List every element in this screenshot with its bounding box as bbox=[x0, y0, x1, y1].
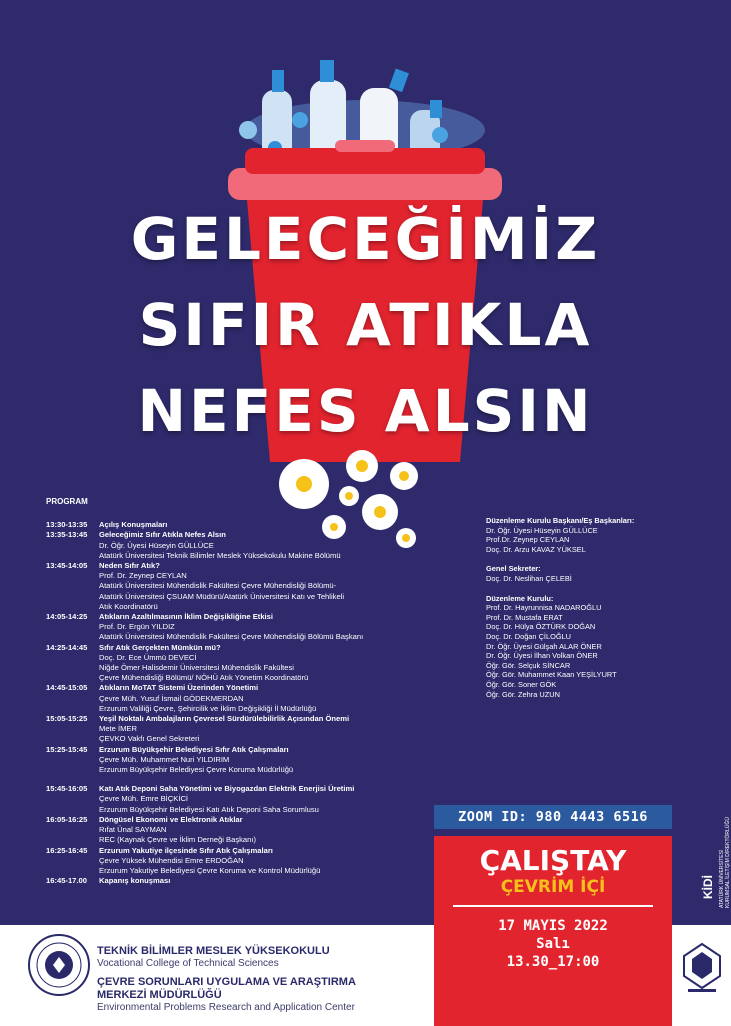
side-label-line: ATATÜRK ÜNİVERSİTESİ bbox=[719, 849, 725, 908]
program-lines bbox=[99, 745, 446, 776]
program-row bbox=[46, 612, 446, 643]
program-detail: Erzurum Büyükşehir Belediyesi Çevre Koruma Müdürlüğü bbox=[99, 765, 294, 775]
program-schedule bbox=[46, 497, 446, 886]
program-row bbox=[46, 745, 446, 776]
committee-member: Öğr. Gör. Soner GÖK bbox=[486, 679, 557, 689]
committee-group bbox=[486, 594, 686, 700]
program-detail: Çevre Müh. Emre BİÇKİCİ bbox=[99, 794, 189, 804]
committee-heading: Genel Sekreter: bbox=[486, 564, 541, 574]
event-box bbox=[434, 836, 672, 1026]
program-time: 15:25-15:45 bbox=[46, 744, 88, 754]
program-lines bbox=[99, 643, 446, 684]
event-day: Salı bbox=[536, 936, 570, 952]
committee-member: Dr. Öğr. Üyesi Gülşah ALAR ÖNER bbox=[486, 641, 602, 651]
program-detail: Atatürk Üniversitesi Mühendislik Fakültesi Çevre Mühendisliği Bölümü- bbox=[99, 581, 337, 591]
center-name-2: MERKEZİ MÜDÜRLÜĞÜ bbox=[97, 989, 222, 1001]
program-topic: Erzurum Büyükşehir Belediyesi Sıfır Atık Çalışmaları bbox=[99, 744, 289, 754]
committee-heading: Düzenleme Kurulu: bbox=[486, 593, 554, 603]
program-topic: Geleceğimiz Sıfır Atıkla Nefes Alsın bbox=[99, 530, 226, 540]
program-heading: PROGRAM bbox=[46, 497, 88, 506]
program-detail: Erzurum Büyükşehir Belediyesi Katı Atık Deponi Saha Sorumlusu bbox=[99, 804, 319, 814]
committee-member: Doç. Dr. Arzu KAVAZ YÜKSEL bbox=[486, 544, 586, 554]
program-topic: Katı Atık Deponi Saha Yönetimi ve Biyogazdan Elektrik Enerjisi Üretimi bbox=[99, 784, 355, 794]
program-topic: Kapanış konuşması bbox=[99, 876, 171, 886]
program-topic: Atıkların MoTAT Sistemi Üzerinden Yönetimi bbox=[99, 683, 259, 693]
event-date: 17 MAYIS 2022 bbox=[498, 918, 608, 934]
program-time: 14:05-14:25 bbox=[46, 612, 88, 622]
title-line: NEFES ALSIN bbox=[137, 377, 594, 445]
program-detail: Atık Koordinatörü bbox=[99, 601, 158, 611]
program-detail: Çevre Müh. Muhammet Nuri YILDIRIM bbox=[99, 754, 230, 764]
school-name-en: Vocational College of Technical Sciences bbox=[97, 958, 279, 969]
program-detail: Erzurum Valiliği Çevre, Şehircilik ve İklim Değişikliği İl Müdürlüğü bbox=[99, 703, 317, 713]
school-name: TEKNİK BİLİMLER MESLEK YÜKSEKOKULU bbox=[97, 945, 330, 957]
program-topic: Atıkların Azaltılmasının İklim Değişikliğine Etkisi bbox=[99, 612, 274, 622]
program-lines bbox=[99, 561, 446, 612]
anniversary-logo-icon bbox=[680, 942, 724, 994]
program-time: 14:25-14:45 bbox=[46, 642, 88, 652]
committee-heading: Düzenleme Kurulu Başkanı/Eş Başkanları: bbox=[486, 516, 635, 525]
program-topic: Neden Sıfır Atık? bbox=[99, 561, 160, 571]
event-subtitle: ÇEVRİM İÇİ bbox=[500, 877, 606, 897]
program-detail: REC (Kaynak Çevre ve İklim Derneği Başkanı) bbox=[99, 835, 256, 845]
program-row bbox=[46, 714, 446, 745]
program-time: 16:25-16:45 bbox=[46, 845, 88, 855]
program-time: 15:05-15:25 bbox=[46, 714, 88, 724]
program-detail: Prof. Dr. Zeynep CEYLAN bbox=[99, 571, 187, 581]
program-detail: Çevre Yüksek Mühendisi Emre ERDOĞAN bbox=[99, 855, 244, 865]
committee-member: Dr. Öğr. Üyesi Hüseyin GÜLLÜCE bbox=[486, 525, 598, 535]
committee-member: Doç. Dr. Doğan ÇİLOĞLU bbox=[486, 631, 572, 641]
program-detail: Erzurum Yakutiye Belediyesi Çevre Koruma ve Kontrol Müdürlüğü bbox=[99, 865, 321, 875]
program-time: 16:05-16:25 bbox=[46, 814, 88, 824]
program-topic: Açılış Konuşmaları bbox=[99, 520, 168, 530]
program-time: 13:45-14:05 bbox=[46, 561, 88, 571]
program-topic: Erzurum Yakutiye ilçesinde Sıfır Atık Çalışmaları bbox=[99, 845, 273, 855]
program-row bbox=[46, 643, 446, 684]
program-rows bbox=[46, 520, 446, 886]
program-lines bbox=[99, 612, 446, 643]
university-seal-icon bbox=[27, 933, 91, 997]
program-detail: Rıfat Ünal SAYMAN bbox=[99, 825, 167, 835]
side-label-line: KURUMSAL İLETİŞİM DİREKTÖRLÜĞÜ bbox=[725, 817, 731, 908]
divider bbox=[453, 905, 653, 907]
program-topic: Yeşil Noktalı Ambalajların Çevresel Sürdürülebilirlik Açısından Önemi bbox=[99, 714, 350, 724]
program-detail: Çevre Mühendisliği Bölümü/ NÖHÜ Atık Yönetim Koordinatörü bbox=[99, 673, 309, 683]
program-lines bbox=[99, 846, 446, 877]
program-detail: Atatürk Üniversitesi Mühendislik Fakültesi Çevre Mühendisliği Bölümü Başkanı bbox=[99, 632, 364, 642]
event-time: 13.30_17:00 bbox=[506, 954, 600, 970]
program-row bbox=[46, 530, 446, 561]
program-lines bbox=[99, 815, 446, 846]
program-detail: Prof. Dr. Ergün YILDIZ bbox=[99, 622, 175, 632]
title-line: GELECEĞİMİZ bbox=[130, 205, 601, 273]
program-topic: Sıfır Atık Gerçekten Mümkün mü? bbox=[99, 642, 221, 652]
program-row bbox=[46, 784, 446, 815]
program-detail: ÇEVKO Vakfı Genel Sekreteri bbox=[99, 734, 200, 744]
kidi-logo: KİDİ bbox=[701, 875, 715, 899]
program-detail: Doç. Dr. Ece Ümmü DEVECİ bbox=[99, 652, 197, 662]
program-row bbox=[46, 815, 446, 846]
program-lines bbox=[99, 876, 446, 886]
program-row bbox=[46, 876, 446, 886]
committee-member: Öğr. Gör. Muhammet Kaan YEŞİLYURT bbox=[486, 670, 617, 680]
committee-group bbox=[486, 516, 686, 554]
program-time: 13:35-13:45 bbox=[46, 530, 88, 540]
committee-member: Doç. Dr. Neslihan ÇELEBİ bbox=[486, 573, 572, 583]
center-name-en: Environmental Problems Research and Application Center bbox=[97, 1002, 355, 1013]
program-lines bbox=[99, 784, 446, 815]
program-time: 13:30-13:35 bbox=[46, 520, 88, 530]
program-row bbox=[46, 520, 446, 530]
program-row bbox=[46, 561, 446, 612]
program-time: 14:45-15:05 bbox=[46, 683, 88, 693]
committee-member: Öğr. Gör. Zehra UZUN bbox=[486, 689, 560, 699]
program-detail: Dr. Öğr. Üyesi Hüseyin GÜLLÜCE bbox=[99, 540, 214, 550]
program-time: 15:45-16:05 bbox=[46, 784, 88, 794]
program-detail: Atatürk Üniversitesi ÇSUAM Müdürü/Atatürk Üniversitesi Katı ve Tehlikeli bbox=[99, 591, 345, 601]
center-name: ÇEVRE SORUNLARI UYGULAMA VE ARAŞTIRMA bbox=[97, 976, 356, 988]
program-lines bbox=[99, 683, 446, 714]
committee-member: Prof. Dr. Mustafa ERAT bbox=[486, 612, 563, 622]
program-detail: Çevre Müh. Yusuf İsmail GÖDEKMERDAN bbox=[99, 693, 244, 703]
event-title: ÇALIŞTAY bbox=[479, 844, 627, 877]
committee-member: Öğr. Gör. Selçuk SİNCAR bbox=[486, 660, 571, 670]
program-detail: Niğde Ömer Halisdemir Üniversitesi Mühendislik Fakültesi bbox=[99, 663, 294, 673]
committee-member: Dr. Öğr. Üyesi İlhan Volkan ÖNER bbox=[486, 651, 598, 661]
committee-list bbox=[486, 516, 686, 709]
program-lines bbox=[99, 714, 446, 745]
program-detail: Mete İMER bbox=[99, 724, 137, 734]
committee-member: Prof. Dr. Hayrunnisa NADAROĞLU bbox=[486, 603, 602, 613]
program-lines bbox=[99, 530, 446, 561]
committee-member: Doç. Dr. Hülya ÖZTÜRK DOĞAN bbox=[486, 622, 596, 632]
program-detail: Atatürk Üniversitesi Teknik Bilimler Meslek Yüksekokulu Makine Bölümü bbox=[99, 550, 341, 560]
program-lines bbox=[99, 520, 446, 530]
program-row bbox=[46, 683, 446, 714]
committee-member: Prof.Dr. Zeynep CEYLAN bbox=[486, 535, 570, 545]
program-time: 16:45-17.00 bbox=[46, 876, 87, 886]
title-line: SIFIR ATIKLA bbox=[138, 291, 593, 359]
program-row bbox=[46, 846, 446, 877]
program-topic: Döngüsel Ekonomi ve Elektronik Atıklar bbox=[99, 814, 243, 824]
footer-organizers bbox=[97, 945, 356, 1014]
zoom-id: ZOOM ID: 980 4443 6516 bbox=[434, 805, 672, 829]
poster-title bbox=[0, 196, 731, 454]
committee-group bbox=[486, 564, 686, 583]
